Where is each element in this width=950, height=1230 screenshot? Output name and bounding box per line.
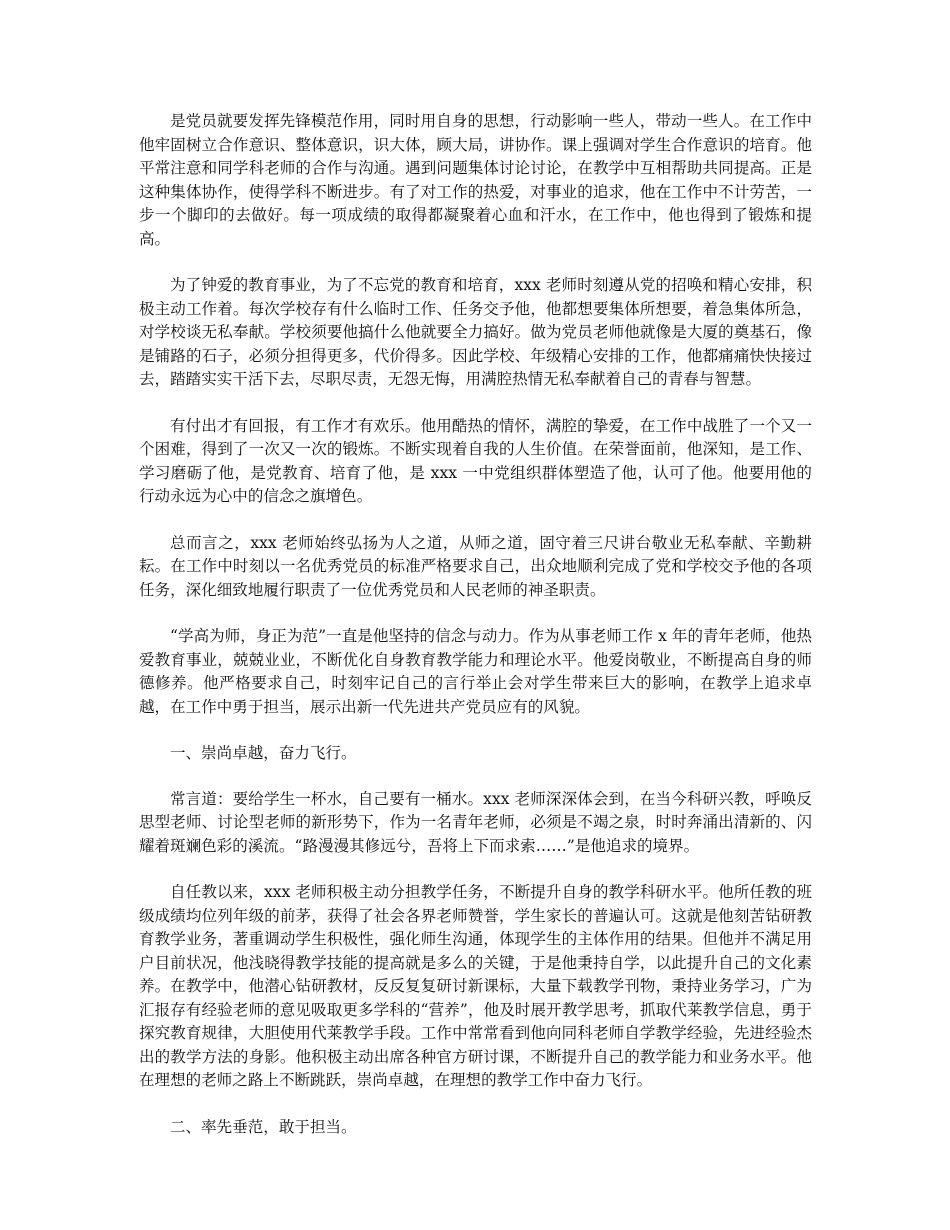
paragraph-7: 自任教以来，xxx 老师积极主动分担教学任务，不断提升自身的教学科研水平。他所任教的班级成绩均位列年级的前茅，获得了社会各界老师赞誉，学生家长的普遍认可。这就是他刻苦钻研教育教学业务，著重调动学生积极性，强化师生沟通，体现学生的主体作用的结果。但他并不满足用户目前状况，他浅晓得教学技能的提高就是多么的关键，于是他秉持自学，以此提升自己的文化素养。在教学中，他潜心钻研教材，反反复复研讨新课标，大量下载教学刊物，秉持业务学习，广为汇报存有经验老师的意见吸取更多学科的“营养”，他及时展开教学思考，抓取代莱教学信息，勇于探究教育规律，大胆使用代莱教学手段。工作中常常看到他向同科老师自学教学经验，先进经验杰出的教学方法的身影。他积极主动出席各种官方研讨课，不断提升自己的教学能力和业务水平。他在理想的老师之路上不断跳跃，崇尚卓越，在理想的教学工作中奋力飞行。 [139,883,812,1089]
paragraph-4: 总而言之，xxx 老师始终弘扬为人之道，从师之道，固守着三尺讲台敬业无私奉献、辛勤耕耘。在工作中时刻以一名优秀党员的标准严格要求自己，出众地顺利完成了党和学校交予他的各项任务，深化细致地履行职责了一位优秀党员和人民老师的神圣职责。 [139,533,812,599]
paragraph-6: 常言道：要给学生一杯水，自己要有一桶水。xxx 老师深深体会到，在当今科研兴教，呼唤反思型老师、讨论型老师的新形势下，作为一名青年老师，必须是不竭之泉，时时奔涌出清新的、闪耀着斑斓色彩的溪流。“路漫漫其修远兮，吾将上下而求索……”是他追求的境界。 [139,789,812,855]
section-heading-2: 二、率先垂范，敢于担当。 [170,1117,357,1136]
paragraph-5: “学高为师，身正为范”一直是他坚持的信念与动力。作为从事老师工作 x 年的青年老师，他热爱教育事业，兢兢业业，不断优化自身教育教学能力和理论水平。他爱岗敬业，不断提高自身的师德修养。他严格要求自己，时刻牢记自己的言行举止会对学生带来巨大的影响，在教学上追求卓越，在工作中勇于担当，展示出新一代先进共产党员应有的风貌。 [139,627,812,716]
paragraph-2: 为了钟爱的教育事业，为了不忘党的教育和培育，xxx 老师时刻遵从党的招唤和精心安排，积极主动工作着。每次学校存有什么临时工作、任务交予他，他都想要集体所想要，着急集体所急，对学校谈无私奉献。学校须要他搞什么他就要全力搞好。做为党员老师他就像是大厦的奠基石，像是铺路的石子，必须分担得更多，代价得多。因此学校、年级精心安排的工作，他都痛痛快快接过去，踏踏实实干活下去，尽职尽责，无怨无悔，用满腔热情无私奉献着自己的青春与智慧。 [139,276,812,388]
paragraph-1: 是党员就要发挥先锋模范作用，同时用自身的思想，行动影响一些人，带动一些人。在工作中他牢固树立合作意识、整体意识，识大体，顾大局，讲协作。课上强调对学生合作意识的培育。他平常注意和同学科老师的合作与沟通。遇到问题集体讨论讨论，在教学中互相帮助共同提高。正是这种集体协作，使得学科不断进步。有了对工作的热爱，对事业的追求，他在工作中不计劳苦，一步一个脚印的去做好。每一项成绩的取得都凝聚着心血和汗水，在工作中，他也得到了锻炼和提高。 [139,112,812,248]
paragraph-3: 有付出才有回报，有工作才有欢乐。他用酷热的情怀，满腔的挚爱，在工作中战胜了一个又一个困难，得到了一次又一次的锻炼。不断实现着自我的人生价值。在荣誉面前，他深知，是工作、学习磨砺了他，是党教育、培育了他，是 xxx 一中党组织群体塑造了他，认可了他。他要用他的行动永远为心中的信念之旗增色。 [139,416,812,505]
section-heading-1: 一、崇尚卓越，奋力飞行。 [170,744,357,762]
document-body [139,110,812,1161]
